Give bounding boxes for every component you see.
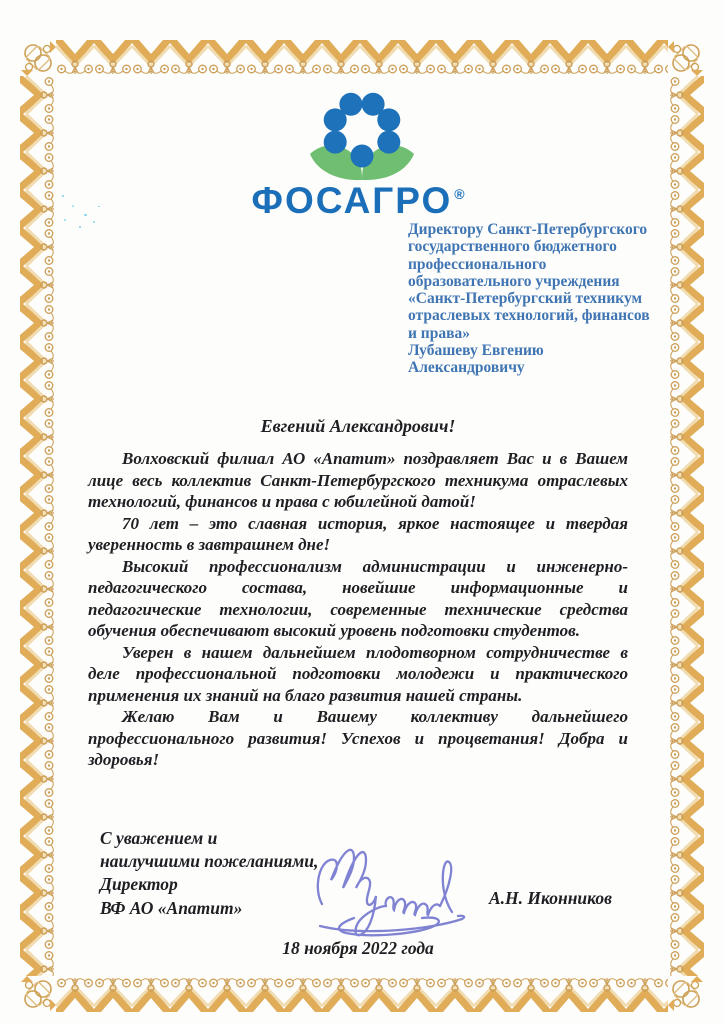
addressee-line: «Санкт-Петербургский техникум (408, 290, 643, 308)
letter-body (88, 448, 628, 771)
border-corner-bottom-left-icon (20, 976, 56, 1012)
ornamental-border-bottom (56, 976, 668, 1012)
closing-line: наилучшими пожеланиями, (100, 851, 319, 872)
letter-date: 18 ноября 2022 года (282, 938, 434, 958)
closing-line: С уважением и (100, 828, 218, 848)
body-line: применения их знаний на благо развития нашей страны. (88, 685, 523, 705)
body-line: профессионального развития! Успехов и процветания! Добра и (88, 728, 628, 748)
signature-handwriting (310, 826, 470, 938)
addressee-block (408, 221, 668, 377)
body-line: технологий, финансов и права с юбилейной датой! (88, 492, 476, 511)
addressee-line: и права» (408, 324, 470, 342)
body-line: 70 лет – это славная история, яркое настоящее и твердая (122, 513, 628, 533)
addressee-line: образовательного учреждения (408, 272, 620, 290)
ornamental-border-left (20, 76, 56, 976)
border-corner-top-left-icon (20, 40, 56, 76)
ornamental-border-top (56, 40, 668, 76)
addressee-line: профессионального (408, 255, 547, 273)
border-corner-top-right-icon (668, 40, 704, 76)
border-corner-bottom-right-icon (668, 976, 704, 1012)
closing-block (100, 827, 318, 920)
salutation: Евгений Александрович! (260, 416, 456, 436)
body-line: деле профессиональной подготовки молодежи и практического (88, 664, 628, 683)
addressee-line: Александровичу (408, 359, 525, 377)
closing-line: Директор (100, 874, 178, 895)
body-line: педагогического состава, новейшие информационные и (88, 578, 628, 597)
body-line: Волховский филиал АО «Апатит» поздравляет Вас и в Вашем (122, 449, 628, 468)
body-line: обучения обеспечивают высокий уровень подготовки студентов. (88, 621, 580, 640)
body-line: уверенность в завтрашнем дне! (88, 535, 331, 554)
brand-name: ФОСАГРО (251, 180, 453, 221)
addressee-line: государственного бюджетного (408, 238, 617, 256)
body-line: Желаю Вам и Вашему коллективу дальнейшего (122, 707, 628, 726)
body-line: Высокий профессионализм администрации и инженерно- (122, 556, 628, 576)
body-line: педагогические технологии, современные технические средства (88, 599, 628, 619)
flower-logo-icon (302, 84, 422, 184)
addressee-line: Лубашеву Евгению (408, 342, 544, 360)
addressee-line: отраслевых технологий, финансов (408, 307, 650, 325)
registered-trademark-icon: ® (454, 186, 465, 202)
body-line: здоровья! (88, 750, 160, 769)
brand-wordmark (88, 180, 628, 222)
signer-name: А.Н. Иконников (489, 888, 612, 908)
body-line: лице весь коллектив Санкт-Петербургского техникума отраслевых (88, 470, 628, 490)
ornamental-border-right (668, 76, 704, 976)
closing-line: ВФ АО «Апатит» (100, 897, 243, 918)
addressee-line: Директору Санкт-Петербургского (408, 221, 648, 238)
body-line: Уверен в нашем дальнейшем плодотворном сотрудничестве в (122, 642, 628, 662)
